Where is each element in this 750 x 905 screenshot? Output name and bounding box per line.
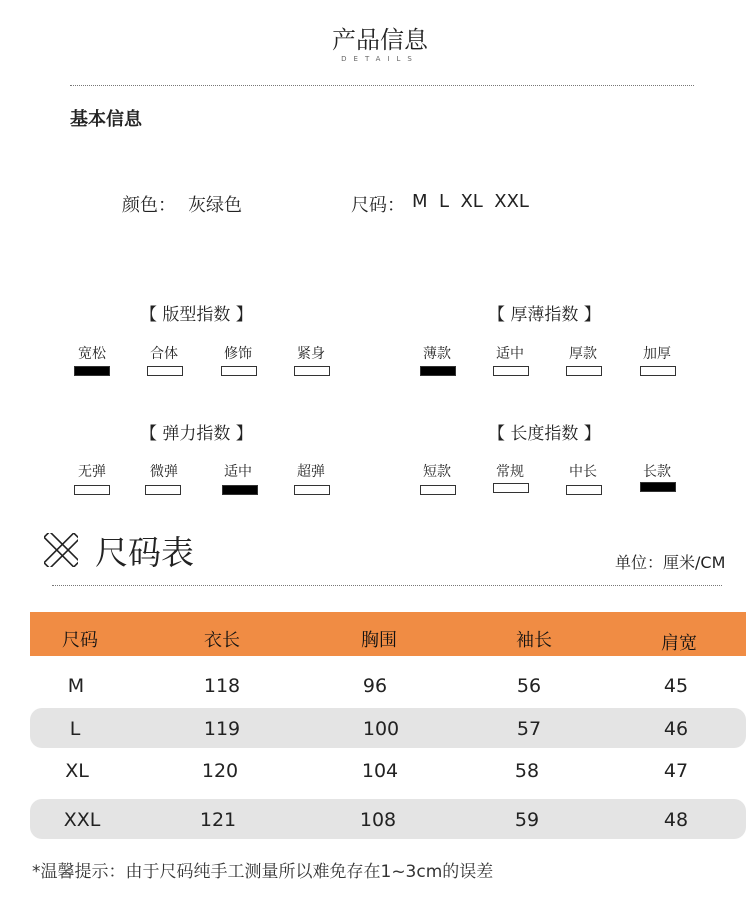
- table-cell: XXL: [63, 809, 101, 831]
- elasticity-indicator: [294, 485, 330, 495]
- size-value: M L XL XXL: [412, 191, 529, 212]
- table-cell: 57: [516, 718, 542, 740]
- elasticity-option: 微弹: [150, 464, 178, 480]
- elasticity-indicator: [74, 485, 110, 495]
- table-cell: 118: [203, 675, 241, 697]
- table-cell: 100: [362, 718, 400, 740]
- table-header-cell: 胸围: [361, 630, 397, 651]
- length-option: 中长: [569, 464, 597, 480]
- table-cell: 46: [663, 718, 689, 740]
- length-indicator: [640, 482, 676, 492]
- table-cell: M: [67, 675, 85, 697]
- table-cell: 59: [514, 809, 540, 831]
- length-option: 常规: [496, 464, 524, 480]
- color-label: 颜色：: [122, 195, 176, 216]
- length-option: 长款: [643, 464, 671, 480]
- table-cell: 47: [663, 760, 689, 782]
- divider: [70, 85, 694, 86]
- table-cell: 121: [199, 809, 237, 831]
- table-cell: 48: [663, 809, 689, 831]
- fit-option: 修饰: [224, 346, 252, 362]
- color-value: 灰绿色: [188, 195, 242, 216]
- elasticity-indicator: [145, 485, 181, 495]
- thickness-option: 薄款: [423, 346, 451, 362]
- disclaimer-note: *温馨提示：由于尺码纯手工测量所以难免存在1~3cm的误差: [32, 862, 494, 882]
- unit-label: 单位：厘米/CM: [615, 553, 726, 572]
- thickness-indicator: [566, 366, 602, 376]
- page-subtitle: DETAILS: [341, 55, 419, 63]
- fit-option: 宽松: [78, 346, 106, 362]
- fit-index-title: 【 版型指数 】: [140, 305, 253, 325]
- thickness-indicator: [493, 366, 529, 376]
- elasticity-option: 无弹: [78, 464, 106, 480]
- fit-indicator: [294, 366, 330, 376]
- thickness-indicator: [420, 366, 456, 376]
- page-title: 产品信息: [332, 26, 428, 54]
- elasticity-option: 适中: [224, 464, 252, 480]
- thickness-option: 适中: [496, 346, 524, 362]
- thickness-indicator: [640, 366, 676, 376]
- size-chart-title: 尺码表: [95, 533, 194, 572]
- fit-option: 合体: [150, 346, 178, 362]
- table-cell: XL: [65, 760, 89, 782]
- length-indicator: [420, 485, 456, 495]
- table-header-cell: 肩宽: [661, 633, 697, 654]
- table-cell: 96: [362, 675, 388, 697]
- table-header-cell: 尺码: [62, 630, 98, 651]
- thickness-option: 加厚: [643, 346, 671, 362]
- table-header-cell: 衣长: [204, 630, 240, 651]
- thickness-option: 厚款: [569, 346, 597, 362]
- table-cell: 108: [359, 809, 397, 831]
- table-cell: 120: [201, 760, 239, 782]
- basic-info-heading: 基本信息: [70, 109, 142, 130]
- fit-option: 紧身: [297, 346, 325, 362]
- table-cell: 104: [361, 760, 399, 782]
- length-index-title: 【 长度指数 】: [488, 424, 601, 444]
- table-cell: 56: [516, 675, 542, 697]
- elasticity-indicator: [222, 485, 258, 495]
- length-indicator: [493, 483, 529, 493]
- length-option: 短款: [423, 464, 451, 480]
- divider: [52, 585, 722, 586]
- thickness-index-title: 【 厚薄指数 】: [488, 305, 601, 325]
- elasticity-option: 超弹: [297, 464, 325, 480]
- ruler-pencil-icon: [44, 533, 78, 567]
- elasticity-index-title: 【 弹力指数 】: [140, 424, 253, 444]
- table-cell: L: [69, 718, 81, 740]
- table-cell: 45: [663, 675, 689, 697]
- table-header-cell: 袖长: [516, 630, 552, 651]
- table-cell: 58: [514, 760, 540, 782]
- length-indicator: [566, 485, 602, 495]
- size-label: 尺码：: [351, 195, 405, 216]
- fit-indicator: [221, 366, 257, 376]
- table-cell: 119: [203, 718, 241, 740]
- fit-indicator: [74, 366, 110, 376]
- fit-indicator: [147, 366, 183, 376]
